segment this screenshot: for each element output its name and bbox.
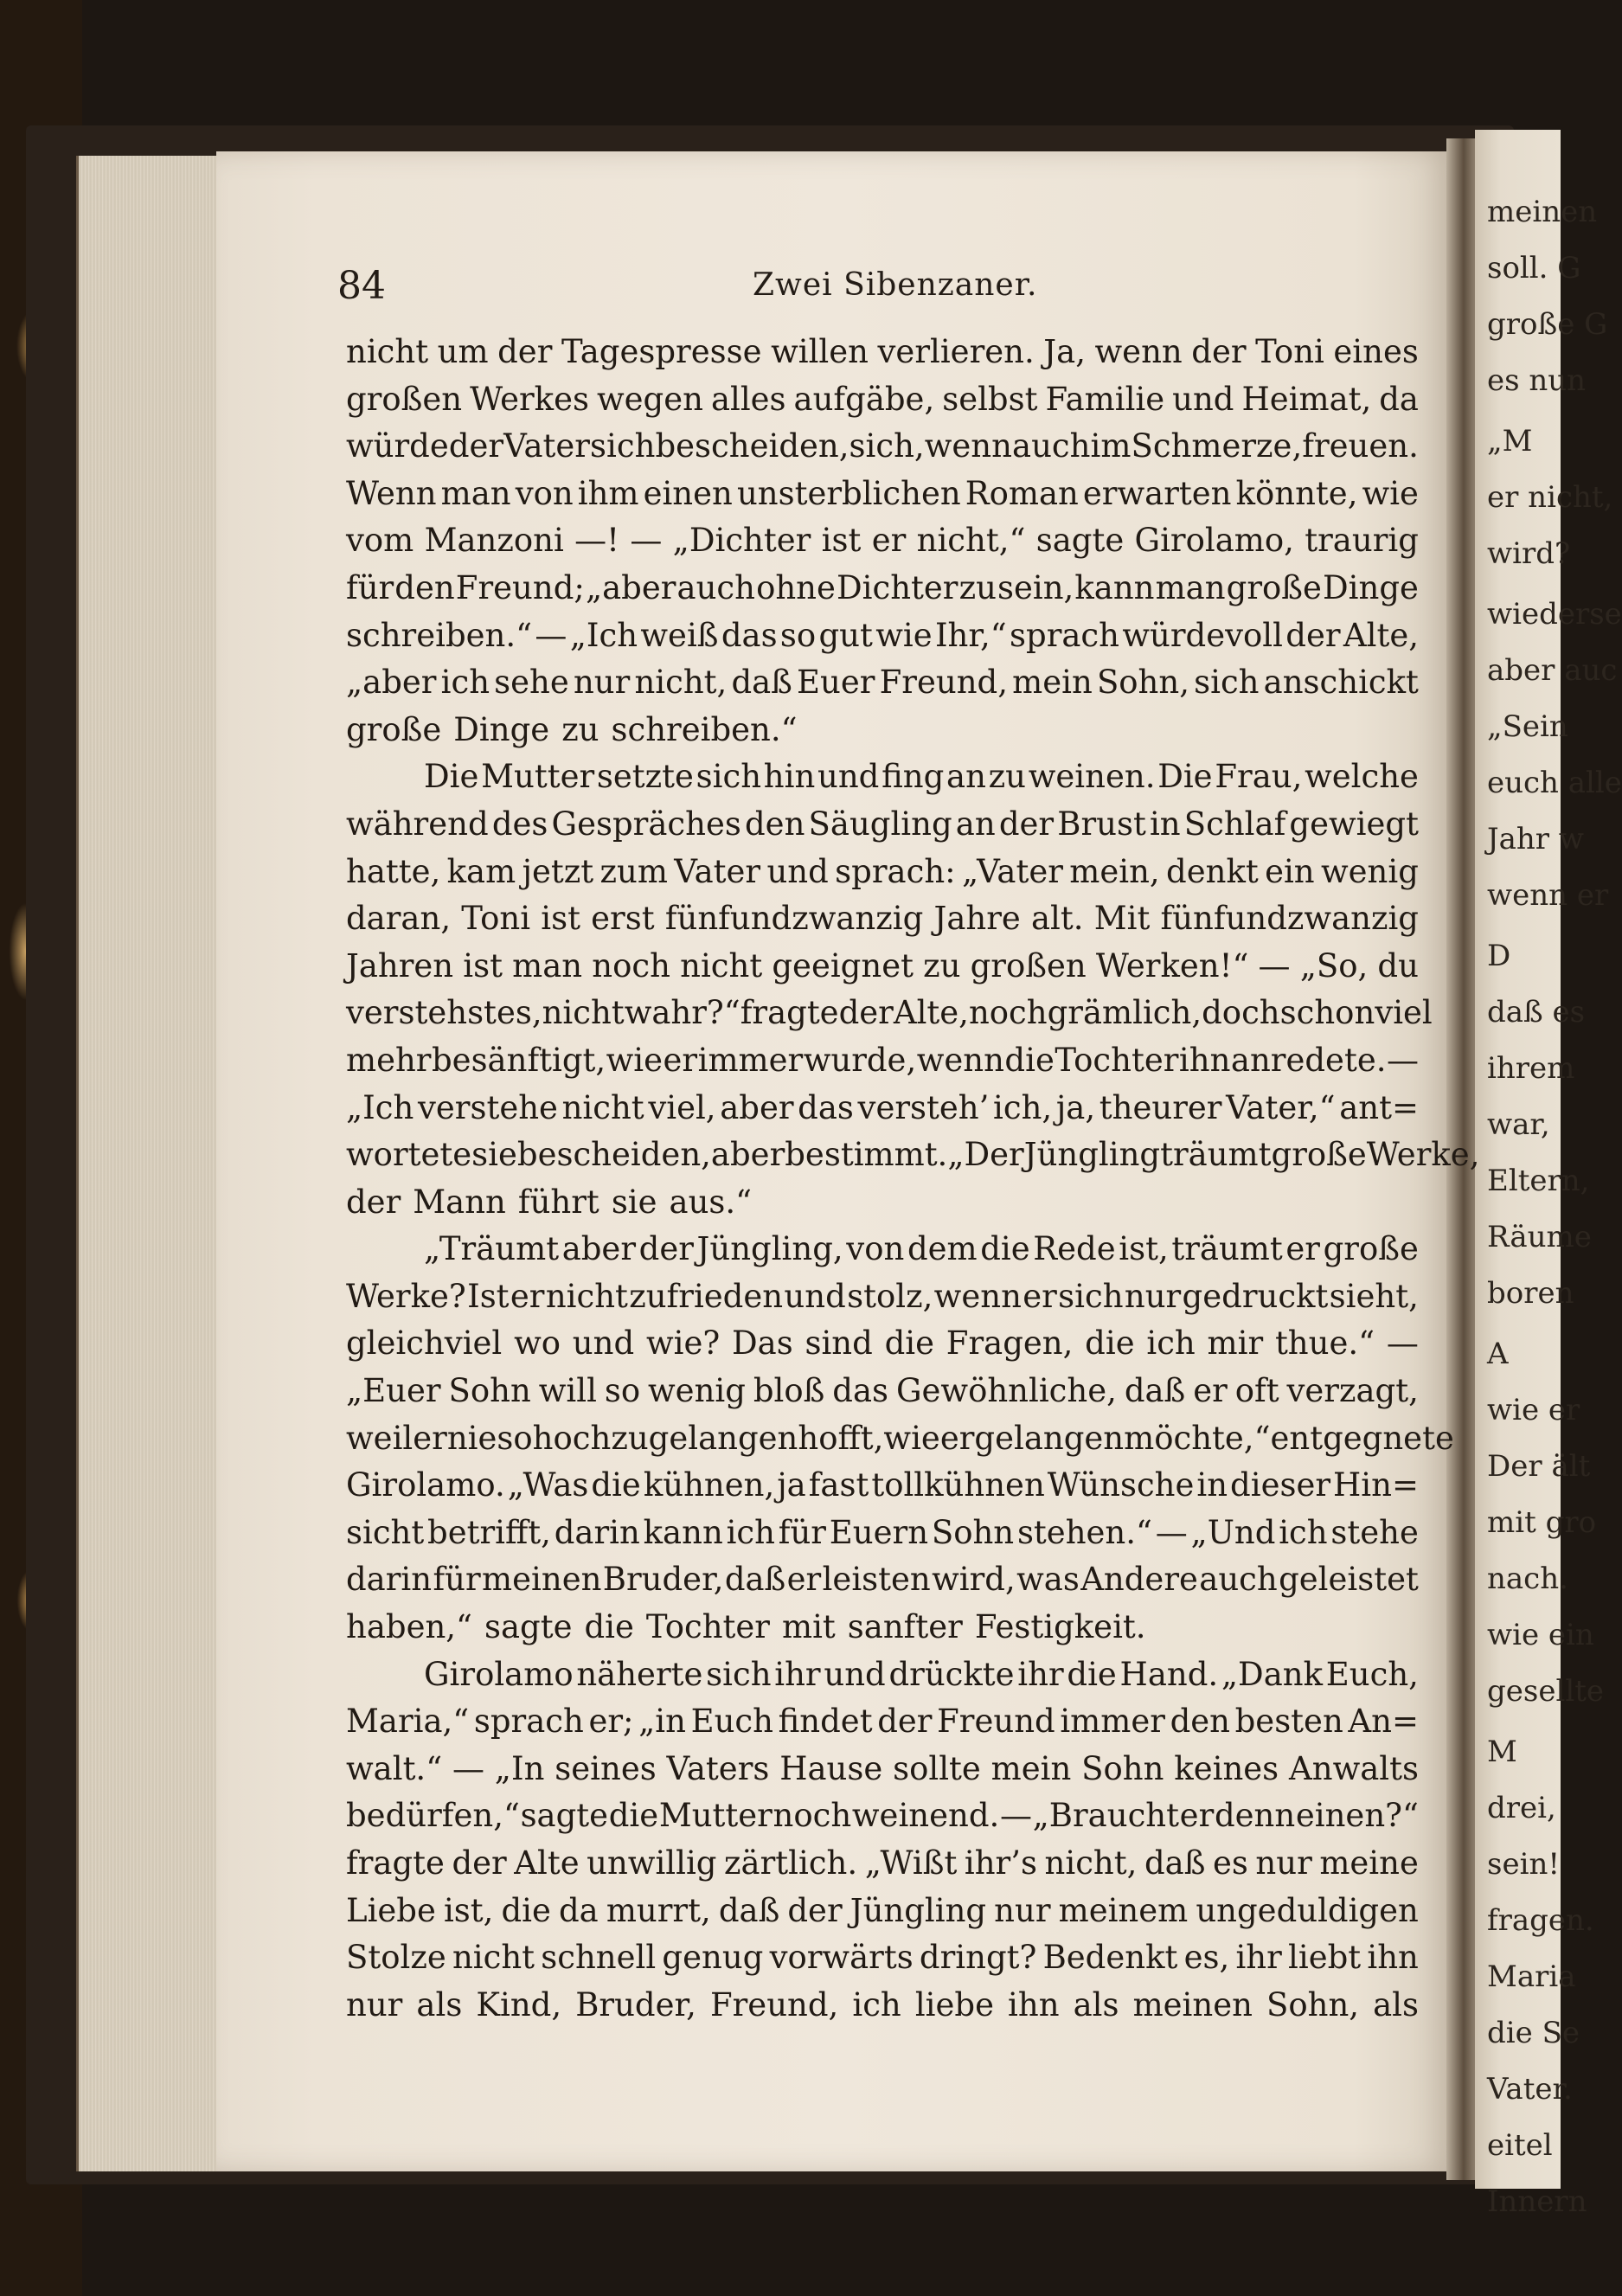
text-line: „Ich verstehe nicht viel, aber das versteh’ ich, ja, theurer Vater,“ ant= [346,1088,1419,1126]
next-page-fragment: große G [1487,307,1608,342]
text-line: verstehst es, nicht wahr?“ fragte der Alte, noch grämlich, doch schon viel [346,994,1433,1032]
next-page-fragment: Vater. [1487,2072,1573,2107]
text-line: fragte der Alte unwillig zärtlich. „Wißt ihr’s nicht, daß es nur meine [346,1844,1419,1882]
text-line: mehr besänftigt, wie er immer wurde, wenn die Tochter ihn anredete. — [346,1041,1419,1079]
right-page-fragment [1475,130,1622,2219]
next-page-fragment: mit gro [1487,1505,1597,1540]
text-line: Die Mutter setzte sich hin und fing an zu weinen. Die Frau, welche [424,758,1419,796]
text-line: während des Gespräches den Säugling an der Brust in Schlaf gewiegt [346,805,1419,843]
text-line: darin für meinen Bruder, daß er leisten wird, was Andere auch geleistet [346,1561,1419,1599]
next-page-fragment: wird? [1487,536,1571,571]
next-page-fragment: war, [1487,1107,1550,1142]
next-page-fragment: nach. [1487,1562,1568,1596]
next-page-fragment: sein! [1487,1847,1561,1882]
running-head: Zwei Sibenzaner. [753,267,1038,303]
next-page-fragment: A [1487,1337,1509,1371]
next-page-fragment: die Se [1487,2016,1580,2050]
next-page-fragment: wenn er [1487,878,1609,913]
text-line: „aber ich sehe nur nicht, daß Euer Freund, mein Sohn, sich anschickt [346,664,1419,702]
next-page-fragment: Eltern, [1487,1164,1590,1198]
text-line: „Euer Sohn will so wenig bloß das Gewöhnliche, daß er oft verzagt, [346,1372,1419,1410]
text-line: hatte, kam jetzt zum Vater und sprach: „Vater mein, denkt ein wenig [346,852,1419,890]
text-line: der Mann führt sie aus.“ [346,1183,753,1221]
text-line: Stolze nicht schnell genug vorwärts dringt? Bedenkt es, ihr liebt ihn [346,1939,1419,1977]
text-line: weil er nie so hoch zu gelangen hofft, wie er gelangen möchte,“ entgegnete [346,1419,1454,1457]
text-line: „Träumt aber der Jüngling, von dem die Rede ist, träumt er große [424,1230,1419,1268]
next-page-fragment: er nicht, [1487,480,1613,515]
text-line: walt.“ — „In seines Vaters Hause sollte mein Sohn keines Anwalts [346,1749,1419,1787]
next-page-fragment: D [1487,939,1511,973]
text-line: nicht um der Tagespresse willen verlieren. Ja, wenn der Toni eines [346,333,1419,370]
next-page-fragment: fragen. [1487,1903,1594,1938]
next-page-fragment: eitel [1487,2128,1553,2163]
text-line: bedürfen,“ sagte die Mutter noch weinend. — „Braucht er denn einen?“ [346,1797,1419,1835]
next-page-fragment: ihrem [1487,1051,1575,1086]
next-page-fragment: wiederse [1487,597,1622,632]
next-page-fragment: daß es [1487,995,1586,1029]
text-line: würde der Vater sich bescheiden, sich, wenn auch im Schmerze, freuen. [346,427,1419,465]
text-line: sicht betrifft, darin kann ich für Euern Sohn stehen.“ — „Und ich stehe [346,1513,1419,1551]
next-page-fragment: Innern [1487,2184,1587,2219]
next-page-fragment: drei, [1487,1791,1556,1825]
text-line: gleichviel wo und wie? Das sind die Fragen, die ich mir thue.“ — [346,1324,1419,1363]
text-line: haben,“ sagte die Tochter mit sanfter Festigkeit. [346,1608,1146,1646]
next-page-fragment: Maria [1487,1959,1576,1994]
next-page-fragment: es nun [1487,363,1587,398]
text-line: wortete sie bescheiden, aber bestimmt. „Der Jüngling träumt große Werke, [346,1136,1480,1174]
text-line: Jahren ist man noch nicht geeignet zu großen Werken!“ — „So, du [346,946,1419,984]
text-line: großen Werkes wegen alles aufgäbe, selbst Familie und Heimat, da [346,380,1419,418]
next-page-fragment: wie er [1487,1393,1580,1427]
next-page-fragment: „Sein [1487,709,1568,744]
next-page-fragment: gesellte [1487,1674,1604,1709]
text-line: Maria,“ sprach er; „in Euch findet der Freund immer den besten An= [346,1703,1419,1741]
text-line: daran, Toni ist erst fünfundzwanzig Jahre alt. Mit fünfundzwanzig [346,900,1419,938]
body-text [346,329,1480,2029]
text-line: Werke? Ist er nicht zufrieden und stolz, wenn er sich nur gedruckt sieht, [346,1277,1419,1315]
next-page-fragment: boren [1487,1276,1574,1311]
next-page-fragment: meinen [1487,195,1598,229]
next-page-fragment: euch alle [1487,766,1622,800]
next-page-fragment: Jahr w [1487,822,1584,856]
page-header [337,264,1419,307]
next-page-fragment: „M [1487,424,1533,459]
text-line: schreiben.“ — „Ich weiß das so gut wie Ihr,“ sprach würdevoll der Alte, [346,616,1419,654]
next-page-fragment: Der ält [1487,1449,1591,1484]
next-page-fragment: M [1487,1735,1517,1769]
page-number: 84 [337,264,386,308]
text-line: Liebe ist, die da murrt, daß der Jüngling nur meinem ungeduldigen [346,1891,1419,1929]
next-page-fragment: soll. G [1487,251,1581,285]
text-line: für den Freund; „aber auch ohne Dichter zu sein, kann man große Dinge [346,568,1419,606]
text-line: Girolamo. „Was die kühnen, ja fast tollkühnen Wünsche in dieser Hin= [346,1466,1419,1504]
text-line: große Dinge zu schreiben.“ [346,710,798,748]
text-line: vom Manzoni —! — „Dichter ist er nicht,“ sagte Girolamo, traurig [346,522,1419,560]
next-page-fragment: Räume [1487,1220,1592,1254]
next-page-fragment: wie ein [1487,1618,1594,1652]
text-line: nur als Kind, Bruder, Freund, ich liebe ihn als meinen Sohn, als [346,1985,1419,2023]
text-line: Girolamo näherte sich ihr und drückte ihr die Hand. „Dank Euch, [424,1655,1419,1693]
text-line: Wenn man von ihm einen unsterblichen Roman erwarten könnte, wie [346,474,1419,512]
next-page-fragment: aber auc [1487,653,1618,688]
